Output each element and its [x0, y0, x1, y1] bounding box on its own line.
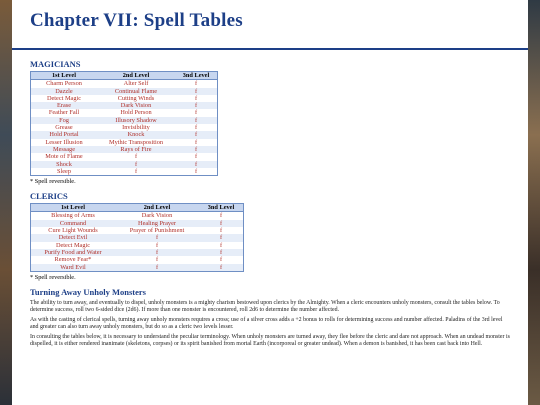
spell-cell: f — [219, 212, 223, 220]
clerics-spell-table — [30, 203, 244, 272]
column-header: 1st Level — [31, 204, 116, 212]
spell-cell: Detect Magic — [55, 241, 91, 249]
table-row — [31, 124, 218, 131]
table-header-row — [31, 204, 244, 212]
spell-cell: f — [194, 153, 198, 161]
magicians-heading: MAGICIANS — [30, 59, 81, 69]
magicians-spell-table — [30, 71, 218, 176]
spell-cell: Rays of Fire — [97, 146, 175, 153]
page-header — [12, 0, 528, 50]
spell-cell: f — [97, 161, 175, 168]
spell-cell: f — [134, 153, 138, 161]
column-header: 2nd Level — [97, 72, 175, 80]
spell-cell: Mythic Transposition — [108, 138, 164, 146]
spell-cell: Prayer of Punishment — [129, 227, 185, 235]
spell-cell: Charm Person — [46, 80, 82, 88]
table-row — [31, 153, 218, 160]
table-row — [31, 117, 218, 124]
spell-cell: Alter Self — [123, 80, 149, 88]
table-row — [31, 220, 244, 227]
spell-cell: Erase — [31, 102, 98, 109]
spell-cell: f — [175, 161, 218, 168]
table-row — [31, 212, 244, 220]
spell-cell: f — [115, 264, 199, 272]
spell-cell: f — [115, 249, 199, 256]
spell-cell: Dazzle — [31, 88, 98, 95]
spell-cell: Hold Portal — [31, 131, 98, 138]
spell-cell: Command — [31, 220, 116, 227]
turning-paragraph: As with the casting of clerical spells, turning away unholy monsters requires a cross; use of a silver cross adds a +2 bonus to rolls for determining success and number affected. Paladins of the 3rd level and greater can also turn away unholy monsters, but do so as a cleric two levels lesser. — [30, 316, 503, 330]
clerics-heading: CLERICS — [30, 191, 68, 202]
spell-cell: Cutting Winds — [117, 94, 155, 102]
spell-cell: f — [219, 256, 223, 264]
spell-cell: f — [194, 167, 198, 175]
spell-cell: Cure Light Wounds — [48, 227, 98, 235]
reversible-note: * Spell reversible. — [30, 178, 76, 186]
magicians-table-body — [31, 80, 218, 176]
table-row — [31, 249, 244, 256]
spell-cell: Blessing of Arms — [51, 212, 95, 220]
table-header-row — [31, 72, 218, 80]
table-row — [31, 161, 218, 168]
spell-cell: Knock — [97, 131, 175, 138]
background-painting-left — [0, 0, 12, 405]
table-row — [31, 234, 244, 241]
spell-cell: Lesser Illusion — [45, 138, 83, 146]
spell-cell: Sleep — [57, 167, 71, 175]
spell-cell: Remove Fear* — [54, 256, 92, 264]
table-row — [31, 227, 244, 234]
spell-cell: Hold Person — [120, 109, 152, 117]
spell-cell: f — [199, 249, 244, 256]
spell-cell: f — [175, 102, 218, 109]
spell-cell: Dark Vision — [97, 102, 175, 109]
table-row — [31, 264, 244, 272]
spell-cell: Message — [31, 146, 98, 153]
spell-cell: f — [199, 220, 244, 227]
table-row — [31, 95, 218, 102]
spell-cell: f — [194, 94, 198, 102]
spell-cell: f — [194, 138, 198, 146]
spell-cell: f — [115, 234, 199, 241]
spell-cell: Invisibility — [122, 124, 150, 132]
table-row — [31, 139, 218, 146]
document-page — [12, 0, 528, 405]
spell-cell: Ward Evil — [31, 264, 116, 272]
spell-cell: Healing Prayer — [115, 220, 199, 227]
spell-cell: Fog — [31, 117, 98, 124]
table-row — [31, 256, 244, 263]
page-content — [12, 50, 528, 348]
background-painting-right — [528, 0, 540, 405]
column-header: 3nd Level — [175, 72, 218, 80]
spell-cell: f — [175, 146, 218, 153]
table-row — [31, 80, 218, 88]
spell-cell: f — [199, 234, 244, 241]
column-header: 2nd Level — [115, 204, 199, 212]
table-row — [31, 146, 218, 153]
spell-cell: f — [155, 256, 159, 264]
spell-cell: f — [194, 80, 198, 88]
table-row — [31, 242, 244, 249]
column-header: 3nd Level — [199, 204, 244, 212]
spell-cell: Shock — [31, 161, 98, 168]
spell-cell: f — [194, 124, 198, 132]
reversible-note: * Spell reversible. — [30, 273, 76, 281]
table-row — [31, 168, 218, 176]
spell-cell: Mote of Flame — [45, 153, 83, 161]
spell-cell: f — [175, 131, 218, 138]
spell-cell: Purify Food and Water — [31, 249, 116, 256]
spell-cell: Dark Vision — [141, 212, 173, 220]
spell-cell: Detect Evil — [31, 234, 116, 241]
chapter-title: Chapter VII: Spell Tables — [30, 10, 243, 31]
spell-cell: Detect Magic — [46, 94, 82, 102]
spell-cell: f — [219, 227, 223, 235]
spell-cell: f — [175, 117, 218, 124]
table-row — [31, 109, 218, 116]
table-row — [31, 102, 218, 109]
spell-cell: Grease — [55, 124, 73, 132]
column-header: 1st Level — [31, 72, 98, 80]
spell-cell: f — [219, 241, 223, 249]
spell-cell: Continual Flame — [97, 88, 175, 95]
table-row — [31, 88, 218, 95]
spell-cell: f — [134, 167, 138, 175]
table-row — [31, 131, 218, 138]
spell-cell: Feather Fall — [48, 109, 80, 117]
turning-paragraph: In consulting the tables below, it is necessary to understand the peculiar terminology. When unholy monsters are turned away, they flee before the cleric and dare not approach. When an undead monster is dispelled, it is either rendered inanimate (skeletons, corpses) or its spirit banished from mortal Earth (incorporeal or greater undead). When a demon is banished, it has been cast back into Hell. — [30, 333, 510, 347]
clerics-table-body — [31, 212, 244, 271]
turning-heading: Turning Away Unholy Monsters — [30, 286, 146, 297]
spell-cell: Illusory Shadow — [97, 117, 175, 124]
spell-cell: f — [194, 109, 198, 117]
turning-paragraph: The ability to turn away, and eventually to dispel, unholy monsters is a mighty charism bestowed upon clerics by the Almighty. When a cleric encounters unholy monsters, consult the tables below. To determine success, roll two 6-sided dice (2d6). If more than one monster is encountered, roll 2d6 to determine the number affected. — [30, 299, 500, 313]
spell-cell: f — [199, 264, 244, 272]
spell-cell: f — [155, 241, 159, 249]
spell-cell: f — [175, 88, 218, 95]
